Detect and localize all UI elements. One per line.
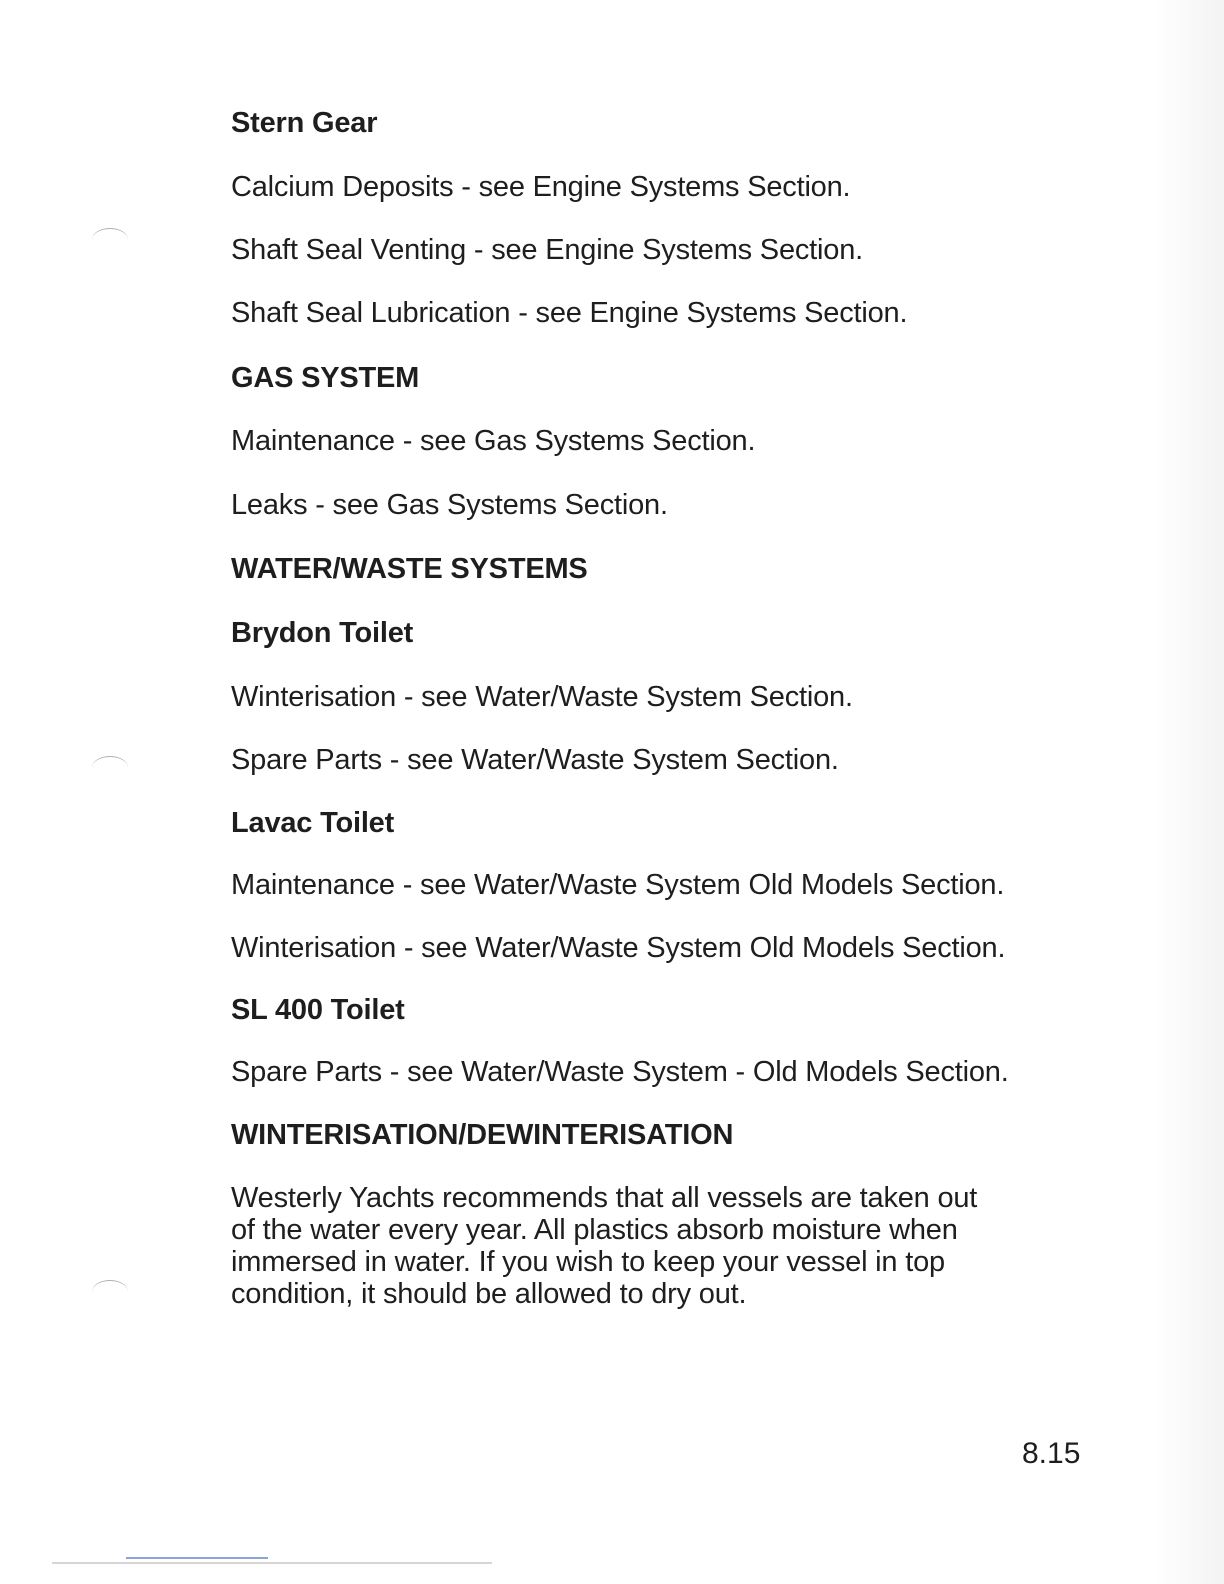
heading-brydon-toilet: Brydon Toilet — [231, 617, 414, 649]
item-brydon-spare-parts: Spare Parts - see Water/Waste System Section. — [231, 744, 839, 776]
heading-lavac-toilet: Lavac Toilet — [231, 807, 395, 839]
item-lavac-maintenance: Maintenance - see Water/Waste System Old Models Section. — [231, 869, 1005, 901]
heading-stern-gear: Stern Gear — [231, 107, 378, 139]
item-brydon-winterisation: Winterisation - see Water/Waste System Section. — [231, 681, 853, 713]
item-calcium-deposits: Calcium Deposits - see Engine Systems Section. — [231, 171, 851, 203]
bottom-scan-line-blue — [126, 1557, 268, 1559]
punch-hole-mark-bottom — [92, 1280, 128, 1303]
heading-sl400-toilet: SL 400 Toilet — [231, 994, 405, 1026]
punch-hole-mark-top — [92, 228, 128, 251]
punch-hole-mark-middle — [92, 756, 128, 779]
paragraph-line: condition, it should be allowed to dry out. — [231, 1278, 747, 1310]
page-number: 8.15 — [1022, 1437, 1081, 1470]
paragraph-line: Westerly Yachts recommends that all vessels are taken out — [231, 1182, 978, 1214]
paragraph-line: immersed in water. If you wish to keep your vessel in top — [231, 1246, 945, 1278]
heading-water-waste-systems: WATER/WASTE SYSTEMS — [231, 553, 588, 585]
winterisation-paragraph — [231, 1182, 1091, 1310]
item-shaft-seal-lubrication: Shaft Seal Lubrication - see Engine Systems Section. — [231, 297, 908, 329]
item-gas-leaks: Leaks - see Gas Systems Section. — [231, 489, 668, 521]
heading-gas-system: GAS SYSTEM — [231, 362, 420, 394]
item-shaft-seal-venting: Shaft Seal Venting - see Engine Systems Section. — [231, 234, 863, 266]
page-edge-shadow — [1154, 0, 1224, 1584]
bottom-scan-line — [52, 1562, 492, 1564]
heading-winterisation-dewinterisation: WINTERISATION/DEWINTERISATION — [231, 1119, 734, 1151]
item-gas-maintenance: Maintenance - see Gas Systems Section. — [231, 425, 756, 457]
item-lavac-winterisation: Winterisation - see Water/Waste System Old Models Section. — [231, 932, 1006, 964]
item-sl400-spare-parts: Spare Parts - see Water/Waste System - Old Models Section. — [231, 1056, 1009, 1088]
paragraph-line: of the water every year. All plastics absorb moisture when — [231, 1214, 958, 1246]
